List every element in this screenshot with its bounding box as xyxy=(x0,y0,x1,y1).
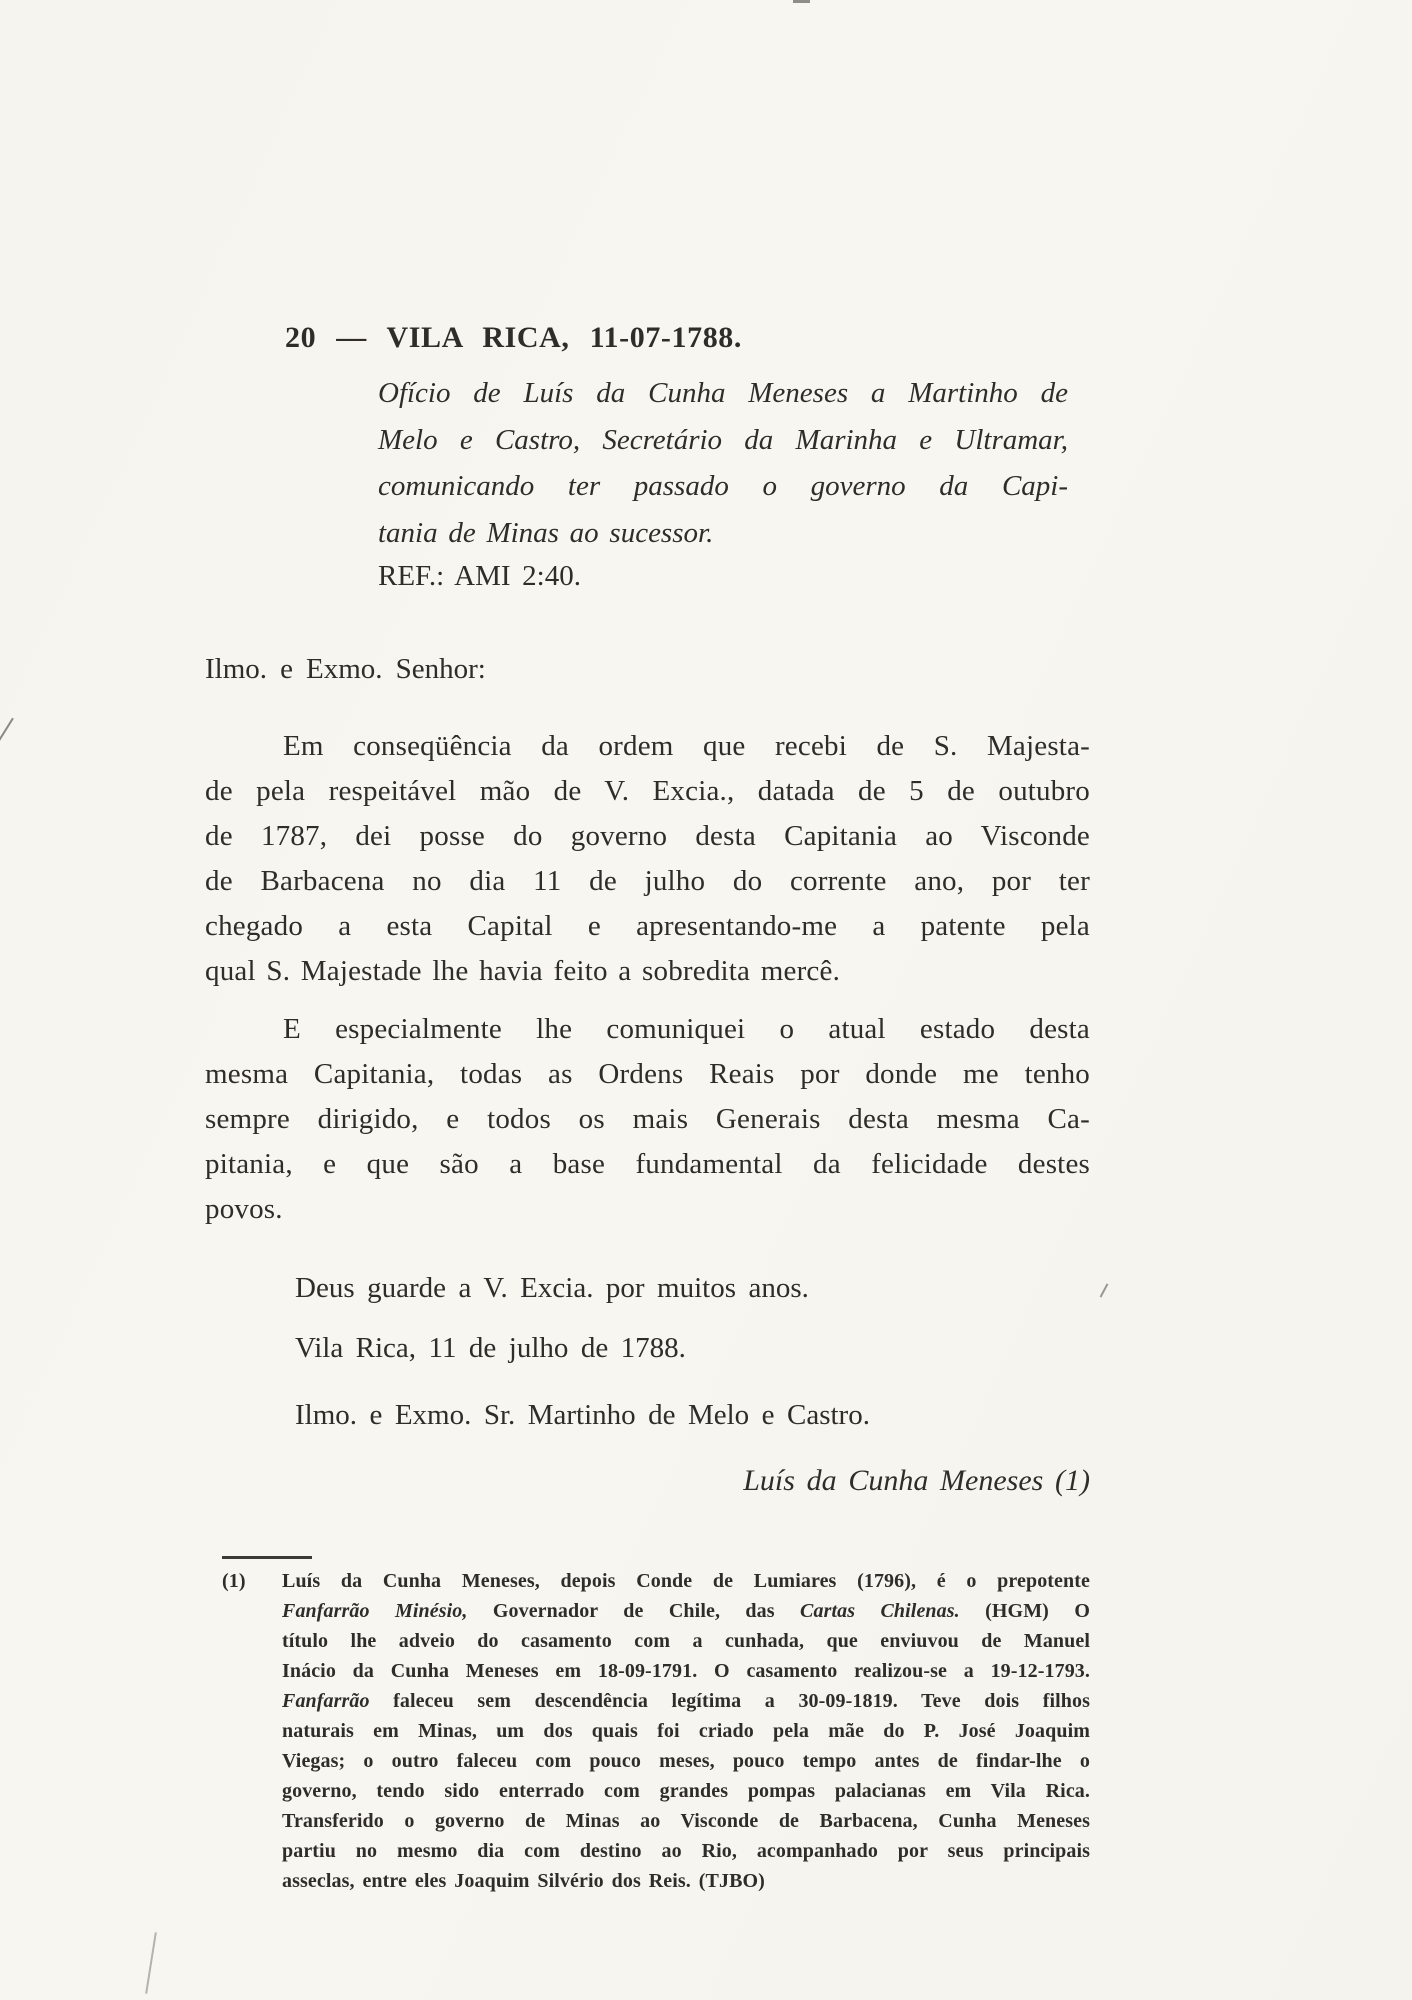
text-segment: Viegas; o outro faleceu com pouco meses, pouco tempo antes de findar-lhe o xyxy=(282,1750,1090,1772)
text-line xyxy=(282,1566,1090,1596)
footnote-marker: (1) xyxy=(222,1570,246,1592)
text-segment: (HGM) O xyxy=(959,1600,1090,1622)
text-segment: pitania, e que são a base fundamental da felicidade destes xyxy=(205,1148,1090,1180)
scan-artifact-bottom-left xyxy=(145,1932,157,1994)
text-line xyxy=(282,1656,1090,1686)
text-line xyxy=(205,949,1090,994)
text-segment: mesma Capitania, todas as Ordens Reais por donde me tenho xyxy=(205,1058,1090,1090)
text-segment: Inácio da Cunha Meneses em 18-09-1791. O casamento realizou-se a 19-12-1793. xyxy=(282,1660,1090,1682)
text-line xyxy=(282,1836,1090,1866)
text-line xyxy=(378,463,1068,510)
text-line xyxy=(205,1052,1090,1097)
text-line xyxy=(282,1716,1090,1746)
italic-text-segment: Fanfarrão Minésio, xyxy=(282,1600,468,1622)
text-segment: Luís da Cunha Meneses, depois Conde de Lumiares (1796), é o prepotente xyxy=(282,1570,1090,1592)
text-line xyxy=(378,370,1068,417)
text-segment: naturais em Minas, um dos quais foi criado pela mãe do P. José Joaquim xyxy=(282,1720,1090,1742)
footnote-separator-rule xyxy=(222,1556,312,1559)
italic-text-segment: Cartas Chilenas. xyxy=(800,1600,960,1622)
text-line xyxy=(378,417,1068,464)
addressee-line: Ilmo. e Exmo. Sr. Martinho de Melo e Castro. xyxy=(295,1399,870,1431)
text-line xyxy=(205,1097,1090,1142)
text-segment: partiu no mesmo dia com destino ao Rio, acompanhado por seus principais xyxy=(282,1840,1090,1862)
text-segment: título lhe adveio do casamento com a cunhada, que enviuvou de Manuel xyxy=(282,1630,1090,1652)
text-segment: faleceu sem descendência legítima a 30-09-1819. Teve dois filhos xyxy=(369,1690,1090,1712)
text-segment: Ofício de Luís da Cunha Meneses a Martinho de xyxy=(378,377,1068,409)
text-line xyxy=(205,904,1090,949)
text-segment: asseclas, entre eles Joaquim Silvério dos Reis. (TJBO) xyxy=(282,1870,765,1892)
text-line xyxy=(205,1007,1090,1052)
text-line xyxy=(378,510,1068,557)
reference-line: REF.: AMI 2:40. xyxy=(378,560,581,592)
footnote xyxy=(222,1566,1090,1896)
text-segment: de 1787, dei posse do governo desta Capitania ao Visconde xyxy=(205,820,1090,852)
text-line xyxy=(205,814,1090,859)
scan-artifact-top-edge xyxy=(793,0,810,3)
text-segment: chegado a esta Capital e apresentando-me a patente pela xyxy=(205,910,1090,942)
text-line xyxy=(282,1686,1090,1716)
text-segment: governo, tendo sido enterrado com grandes pompas palacianas em Vila Rica. xyxy=(282,1780,1090,1802)
text-line xyxy=(282,1626,1090,1656)
text-segment: sempre dirigido, e todos os mais Generais desta mesma Ca- xyxy=(205,1103,1090,1135)
valediction: Deus guarde a V. Excia. por muitos anos. xyxy=(295,1272,809,1304)
text-segment: tania de Minas ao sucessor. xyxy=(378,516,714,549)
dateline: Vila Rica, 11 de julho de 1788. xyxy=(295,1332,686,1364)
text-segment: Em conseqüência da ordem que recebi de S. Majesta- xyxy=(283,730,1090,762)
text-segment: povos. xyxy=(205,1193,283,1225)
letter-paragraph-1 xyxy=(205,724,1090,994)
text-segment: E especialmente lhe comuniquei o atual estado desta xyxy=(283,1013,1090,1045)
text-line xyxy=(205,1187,1090,1232)
text-line xyxy=(282,1806,1090,1836)
text-line xyxy=(282,1866,1090,1896)
entry-heading: 20 — VILA RICA, 11-07-1788. xyxy=(285,321,743,354)
scan-artifact-right-margin xyxy=(1100,1283,1109,1297)
text-line xyxy=(282,1596,1090,1626)
text-line xyxy=(205,859,1090,904)
text-line xyxy=(282,1776,1090,1806)
text-segment: qual S. Majestade lhe havia feito a sobredita mercê. xyxy=(205,955,841,987)
text-line xyxy=(205,724,1090,769)
letter-paragraph-2 xyxy=(205,1007,1090,1232)
text-segment: Melo e Castro, Secretário da Marinha e Ultramar, xyxy=(378,423,1068,456)
scan-artifact-left-margin xyxy=(0,718,14,745)
text-segment: de pela respeitável mão de V. Excia., datada de 5 de outubro xyxy=(205,775,1090,807)
text-line xyxy=(282,1746,1090,1776)
italic-text-segment: Fanfarrão xyxy=(282,1690,370,1712)
text-line xyxy=(205,1142,1090,1187)
entry-summary xyxy=(378,370,1068,556)
text-segment: comunicando ter passado o governo da Capi- xyxy=(378,470,1068,502)
text-segment: de Barbacena no dia 11 de julho do corrente ano, por ter xyxy=(205,865,1090,897)
footnote-text xyxy=(282,1566,1090,1896)
signature: Luís da Cunha Meneses (1) xyxy=(743,1464,1090,1497)
salutation: Ilmo. e Exmo. Senhor: xyxy=(205,653,486,685)
text-line xyxy=(205,769,1090,814)
text-segment: Governador de Chile, das xyxy=(467,1600,801,1622)
text-segment: Transferido o governo de Minas ao Visconde de Barbacena, Cunha Meneses xyxy=(282,1810,1090,1832)
